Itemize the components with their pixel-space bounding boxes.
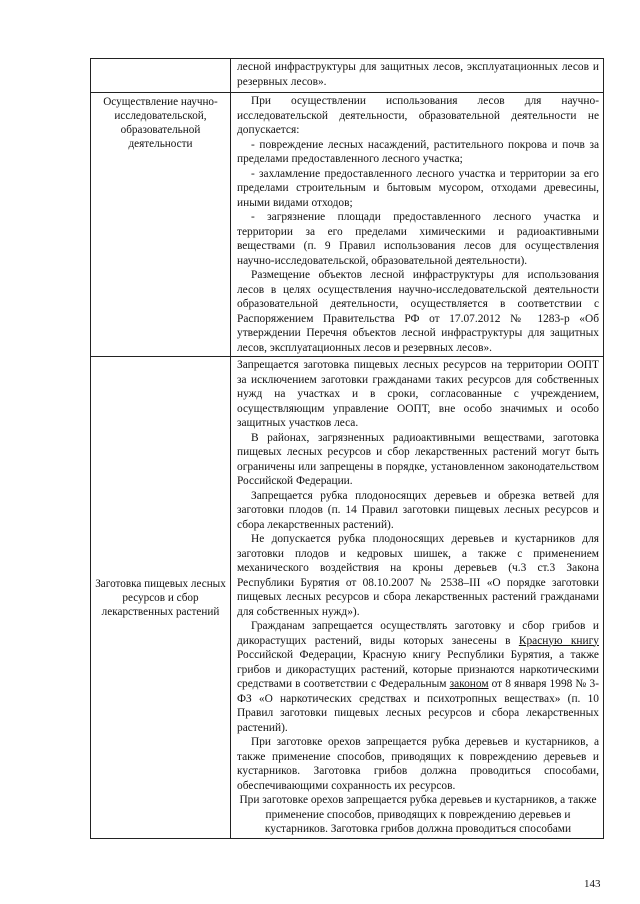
federal-law-link[interactable]: законом <box>449 678 489 690</box>
paragraph: При заготовке орехов запрещается рубка деревьев и кустарников, а также применение способов, приводящих к повреждению деревьев и кустарников. Заготовка грибов должна проводиться способами <box>239 794 597 835</box>
paragraph: При заготовке орехов запрещается рубка деревьев и кустарников, а также применение способов, приводящих к повреждению деревьев и кустарников. Заготовка грибов должна проводиться способами, обеспечивающими сохранность их ресурсов. <box>237 736 599 792</box>
paragraph-text: Гражданам запрещается осуществлять заготовку и сбор грибов и дикорастущих растений, виды которых занесены в <box>237 620 599 647</box>
requirements-cell <box>231 93 604 357</box>
paragraph: Запрещается заготовка пищевых лесных ресурсов на территории ООПТ за исключением заготовки гражданами таких ресурсов для собственных нужд на участках и в сроки, согласованные с учреждением, осуществляющим управление ООПТ, вне особо значимых и особо защитных участков леса. <box>237 359 599 429</box>
table-row <box>91 93 604 357</box>
requirements-cell <box>231 59 604 93</box>
paragraph: лесной инфраструктуры для защитных лесов, эксплуатационных лесов и резервных лесов». <box>237 61 599 88</box>
paragraph: - захламление предоставленного лесного участка и территории за его пределами строительным и бытовым мусором, отходами древесины, иными видами отходов; <box>237 167 599 209</box>
paragraph: Запрещается рубка плодоносящих деревьев и обрезка ветвей для заготовки плодов (п. 14 Правил заготовки пищевых лесных ресурсов и сбора лекарственных растений). <box>237 489 599 531</box>
paragraph: Размещение объектов лесной инфраструктуры для использования лесов в целях осуществления научно-исследовательской деятельности образовательной деятельности, осуществляется в соответствии с Распоряжением Правительства РФ от 17.07.2012 № 1283-р «Об утверждении Перечня объектов лесной инфраструктуры для защитных лесов, эксплуатационных лесов и резервных лесов». <box>237 269 599 354</box>
activity-cell: Заготовка пищевых лесных ресурсов и сбор лекарственных растений <box>91 357 231 839</box>
requirements-cell <box>231 357 604 839</box>
red-book-link[interactable]: Красную книгу <box>518 634 599 647</box>
paragraph: - повреждение лесных насаждений, растительного покрова и почв за пределами предоставленного лесного участка; <box>237 138 599 165</box>
paragraph: При осуществлении использования лесов для научно-исследовательской деятельности, образовательной деятельности не допускается: <box>237 95 599 136</box>
table-row <box>91 59 604 93</box>
paragraph: Не допускается рубка плодоносящих деревьев и кустарников для заготовки плодов и кедровых шишек, а также с применением механического воздействия на кроны деревьев (ч.3 ст.3 Закона Республики Бурятия от 08.10.2007 № 2538–III «О порядке заготовки пищевых лесных ресурсов и сбора лекарственных растений гражданами для собственных нужд»). <box>237 533 599 618</box>
table-row <box>91 357 604 839</box>
paragraph: В районах, загрязненных радиоактивными веществами, заготовка пищевых лесных ресурсов и сбор лекарственных растений могут быть ограничены или запрещены в порядке, установленном законодательством Российской Федерации. <box>237 431 599 487</box>
paragraph-text: от 8 января 1998 № 3-ФЗ «О наркотических средствах и психотропных веществах» (п. 10 Правил заготовки пищевых лесных ресурсов и сбора лекарственных растений). <box>237 678 599 734</box>
paragraph-text: Российской Федерации, Красную книгу Республики Бурятия, а также грибов и дикорастущих растений, которые признаются наркотическими средствами в соответствии с Федеральным <box>237 649 599 690</box>
regulations-table <box>90 58 604 839</box>
paragraph <box>237 619 599 735</box>
page-number: 143 <box>584 878 601 890</box>
activity-cell: Осуществление научно-исследовательской, образовательной деятельности <box>91 93 231 357</box>
paragraph: - загрязнение площади предоставленного лесного участка и территории за его пределами химическими и радиоактивными веществами (п. 9 Правил использования лесов для осуществления научно-исследовательской, образовательной деятельности). <box>237 211 599 267</box>
activity-cell <box>91 59 231 93</box>
